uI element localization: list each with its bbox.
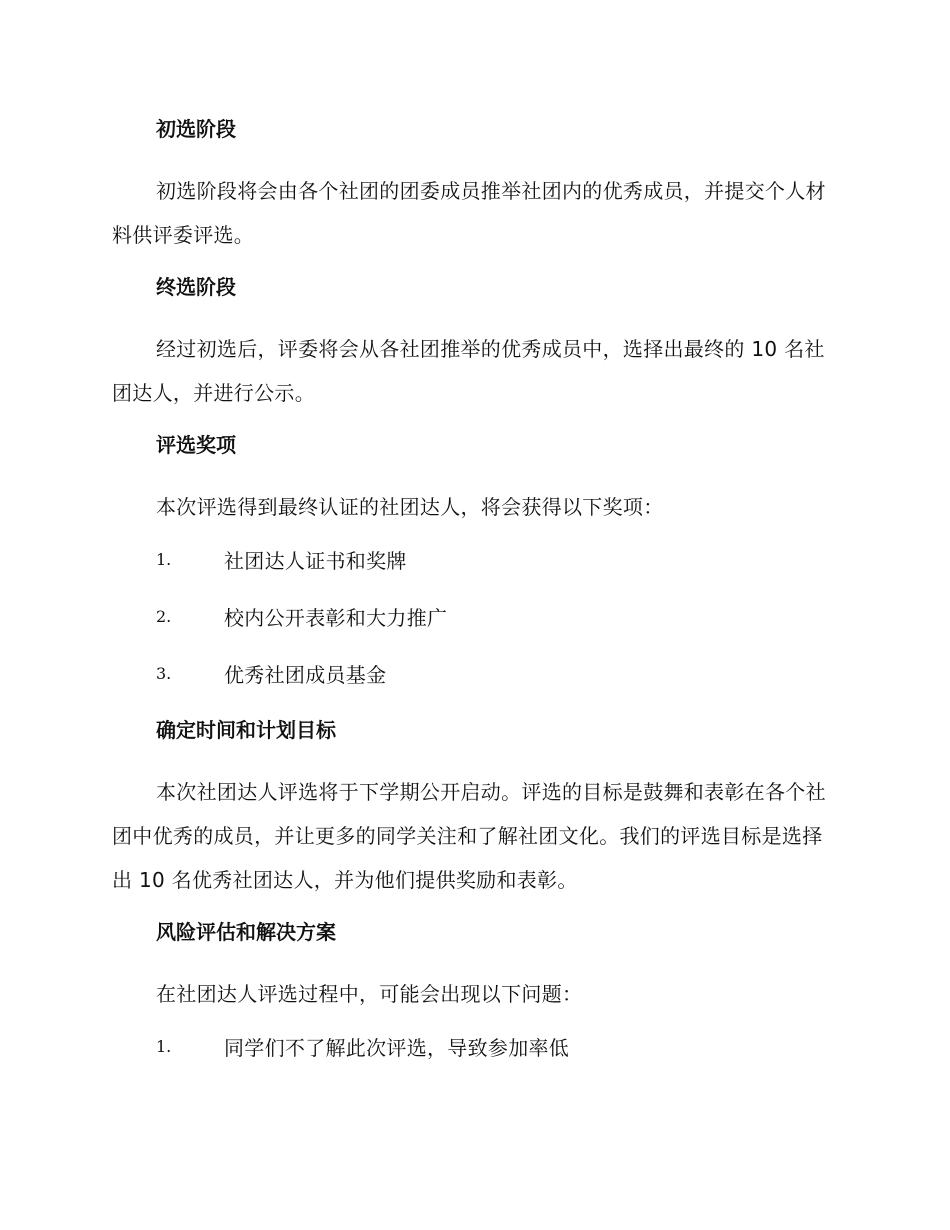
section-heading-awards: 评选奖项: [156, 433, 236, 457]
section-heading-timeline: 确定时间和计划目标: [156, 718, 336, 742]
list-item: [112, 657, 832, 689]
list-item-text: 校内公开表彰和大力推广: [224, 605, 448, 630]
list-item-number: 2.: [156, 606, 172, 626]
list-item-number: 1.: [156, 549, 172, 569]
section-heading-risk: 风险评估和解决方案: [156, 920, 336, 944]
document-content: [112, 113, 832, 1087]
section-heading-prelim: 初选阶段: [156, 117, 236, 141]
list-item: [112, 600, 832, 632]
section-heading-final: 终选阶段: [156, 275, 236, 299]
list-item-text: 社团达人证书和奖牌: [224, 548, 407, 573]
list-item-number: 3.: [156, 663, 172, 683]
risk-list: [112, 1030, 832, 1062]
list-item-number: 1.: [156, 1036, 172, 1056]
paragraph-final: 经过初选后，评委将会从各社团推举的优秀成员中，选择出最终的 10 名社团达人，并进行公示。: [112, 337, 825, 405]
awards-list: [112, 543, 832, 689]
list-item: [112, 1030, 832, 1062]
list-item-text: 同学们不了解此次评选，导致参加率低: [224, 1035, 570, 1060]
paragraph-timeline: 本次社团达人评选将于下学期公开启动。评选的目标是鼓舞和表彰在各个社团中优秀的成员，并让更多的同学关注和了解社团文化。我们的评选目标是选择出 10 名优秀社团达人，并为他们提供奖励和表彰。: [112, 780, 826, 892]
list-item: [112, 543, 832, 575]
paragraph-risk: 在社团达人评选过程中，可能会出现以下问题：: [156, 982, 583, 1006]
paragraph-prelim: 初选阶段将会由各个社团的团委成员推举社团内的优秀成员，并提交个人材料供评委评选。: [112, 179, 826, 247]
list-item-text: 优秀社团成员基金: [224, 662, 387, 687]
paragraph-awards: 本次评选得到最终认证的社团达人，将会获得以下奖项：: [156, 495, 664, 519]
